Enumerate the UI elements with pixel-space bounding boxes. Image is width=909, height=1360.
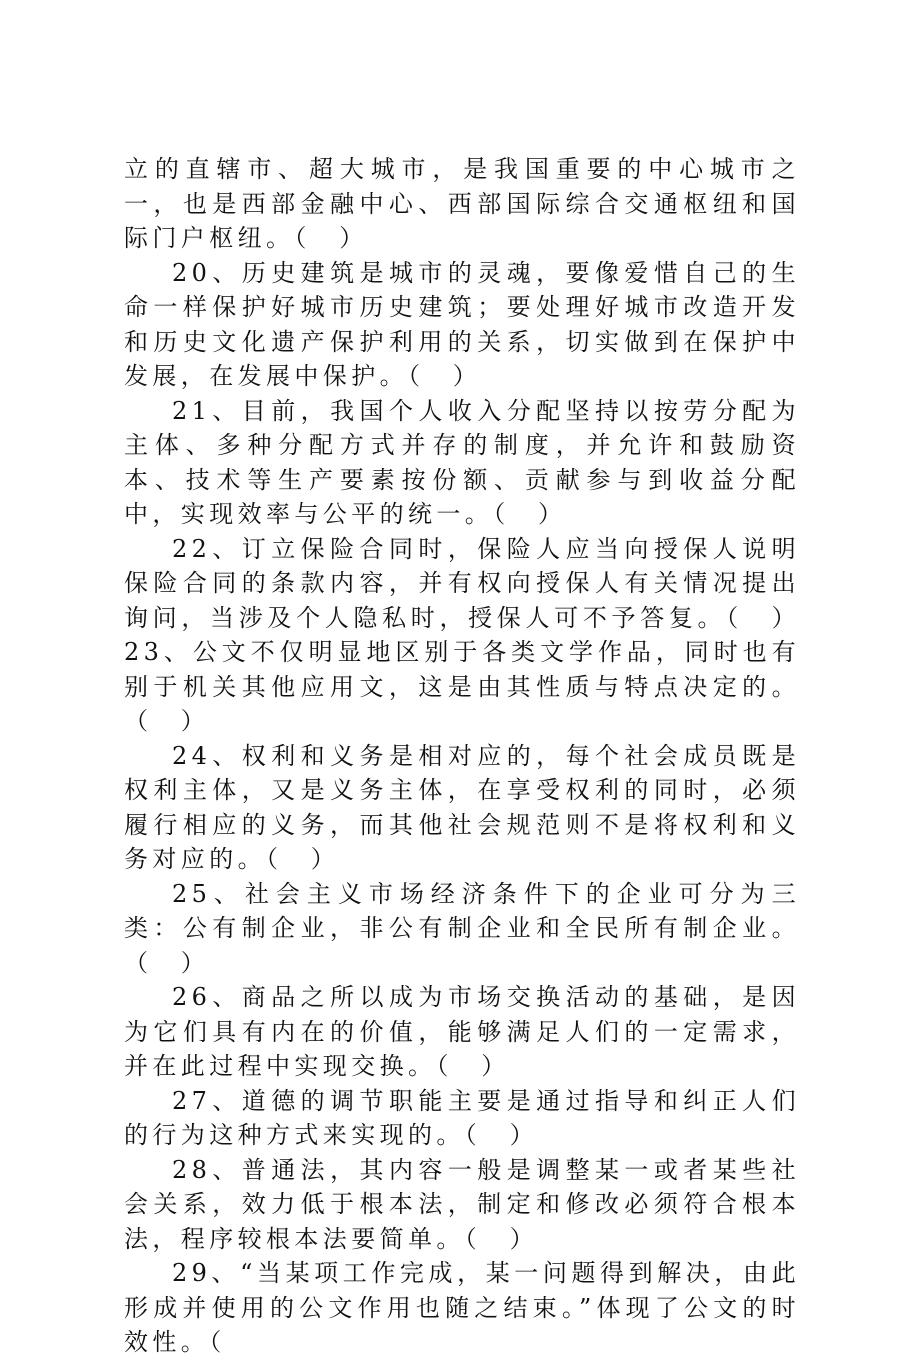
question-24: 24、权利和义务是相对应的，每个社会成员既是权利主体，又是义务主体，在享受权利的同时，必须履行相应的义务，而其他社会规范则不是将权利和义务对应的。（ ） bbox=[124, 741, 800, 873]
question-29: 29、“当某项工作完成，某一问题得到解决，由此形成并使用的公文作用也随之结束。”体现了公文的时效性。（ bbox=[124, 1259, 800, 1356]
question-20: 20、历史建筑是城市的灵魂，要像爱惜自己的生命一样保护好城市历史建筑；要处理好城市改造开发和历史文化遗产保护利用的关系，切实做到在保护中发展，在发展中保护。（ ） bbox=[124, 258, 800, 390]
question-28: 28、普通法，其内容一般是调整某一或者某些社会关系，效力低于根本法，制定和修改必须符合根本法，程序较根本法要简单。（ ） bbox=[124, 1155, 800, 1253]
paragraph-continuation: 立的直辖市、超大城市，是我国重要的中心城市之一，也是西部金融中心、西部国际综合交通枢纽和国际门户枢纽。（ ） bbox=[124, 155, 800, 252]
question-22-23: 22、订立保险合同时，保险人应当向授保人说明保险合同的条款内容，并有权向授保人有关情况提出询问，当涉及个人隐私时，授保人可不予答复。（ ）23、公文不仅明显地区别于各类文学作品，同时也有别于机关其他应用文，这是由其性质与特点决定的。（ ） bbox=[124, 534, 800, 735]
question-27: 27、道德的调节职能主要是通过指导和纠正人们的行为这种方式来实现的。（ ） bbox=[124, 1086, 800, 1149]
document-body bbox=[124, 152, 800, 1360]
question-21: 21、目前，我国个人收入分配坚持以按劳分配为主体、多种分配方式并存的制度，并允许和鼓励资本、技术等生产要素按份额、贡献参与到收益分配中，实现效率与公平的统一。（ ） bbox=[124, 396, 800, 528]
question-26: 26、商品之所以成为市场交换活动的基础，是因为它们具有内在的价值，能够满足人们的一定需求，并在此过程中实现交换。（ ） bbox=[124, 983, 800, 1080]
question-25: 25、社会主义市场经济条件下的企业可分为三类：公有制企业，非公有制企业和全民所有制企业。（ ） bbox=[124, 879, 800, 977]
